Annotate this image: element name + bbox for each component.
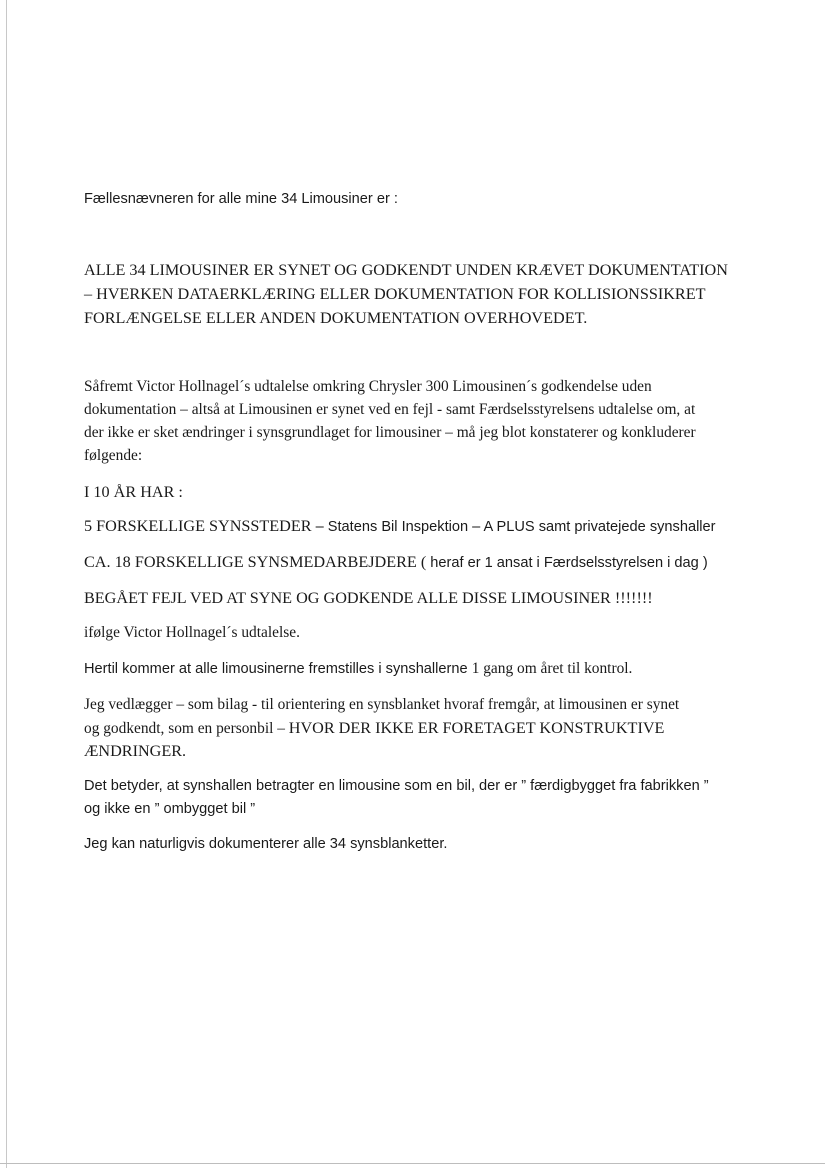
- item-errors: BEGÅET FEJL VED AT SYNE OG GODKENDE ALLE DISSE LIMOUSINER !!!!!!!: [84, 589, 653, 607]
- headline-line-2: – HVERKEN DATAERKLÆRING ELLER DOKUMENTATION FOR KOLLISIONSSIKRET: [84, 285, 706, 303]
- attachment-line-1: Jeg vedlægger – som bilag - til orientering en synsblanket hvoraf fremgår, at limousinen er synet: [84, 696, 680, 713]
- headline-line-3: FORLÆNGELSE ELLER ANDEN DOKUMENTATION OVERHOVEDET.: [84, 309, 588, 327]
- item-inspection-sites-rest: – Statens Bil Inspektion – A PLUS samt privatejede synshaller: [311, 519, 716, 535]
- item-inspection-sites-caps: 5 FORSKELLIGE SYNSSTEDER: [84, 517, 312, 535]
- paragraph-1-line-1: Såfremt Victor Hollnagel´s udtalelse omkring Chrysler 300 Limousinen´s godkendelse uden: [84, 378, 652, 395]
- inspection-line: [84, 658, 632, 680]
- attachment-line-2-caps: HVOR DER IKKE ER FORETAGET KONSTRUKTIVE: [288, 719, 665, 737]
- attachment-line-3: ÆNDRINGER.: [84, 742, 187, 760]
- closing-line: Jeg kan naturligvis dokumenterer alle 34 synsblanketter.: [84, 836, 448, 852]
- paragraph-1-line-3: der ikke er sket ændringer i synsgrundlaget for limousiner – må jeg blot konstaterer og konkluderer: [84, 424, 696, 441]
- attachment-line-2-start: og godkendt, som en personbil –: [84, 720, 289, 737]
- attachment-line-2: [84, 717, 664, 740]
- according-line: ifølge Victor Hollnagel´s udtalelse.: [84, 624, 300, 641]
- inspection-line-end: 1 gang om året til kontrol.: [471, 660, 633, 677]
- headline-line-1: ALLE 34 LIMOUSINER ER SYNET OG GODKENDT UNDEN KRÆVET DOKUMENTATION: [84, 261, 728, 279]
- item-inspectors-rest: heraf er 1 ansat i Færdselsstyrelsen i dag ): [426, 555, 708, 571]
- intro-line: Fællesnævneren for alle mine 34 Limousiner er :: [84, 191, 398, 207]
- ten-years-heading: I 10 ÅR HAR :: [84, 483, 183, 501]
- item-inspectors: [84, 551, 708, 574]
- item-inspection-sites: [84, 515, 716, 538]
- item-inspectors-caps: CA. 18 FORSKELLIGE SYNSMEDARBEJDERE (: [84, 553, 427, 571]
- meaning-line-1: Det betyder, at synshallen betragter en limousine som en bil, der er ” færdigbygget fra fabrikken ”: [84, 778, 709, 794]
- meaning-line-2: og ikke en ” ombygget bil ”: [84, 801, 256, 817]
- inspection-line-start: Hertil kommer at alle limousinerne fremstilles i synshallerne: [84, 661, 472, 677]
- paragraph-1-line-2: dokumentation – altså at Limousinen er synet ved en fejl - samt Færdselsstyrelsens udtalelse om, at: [84, 401, 696, 418]
- paragraph-1-line-4: følgende:: [84, 447, 143, 464]
